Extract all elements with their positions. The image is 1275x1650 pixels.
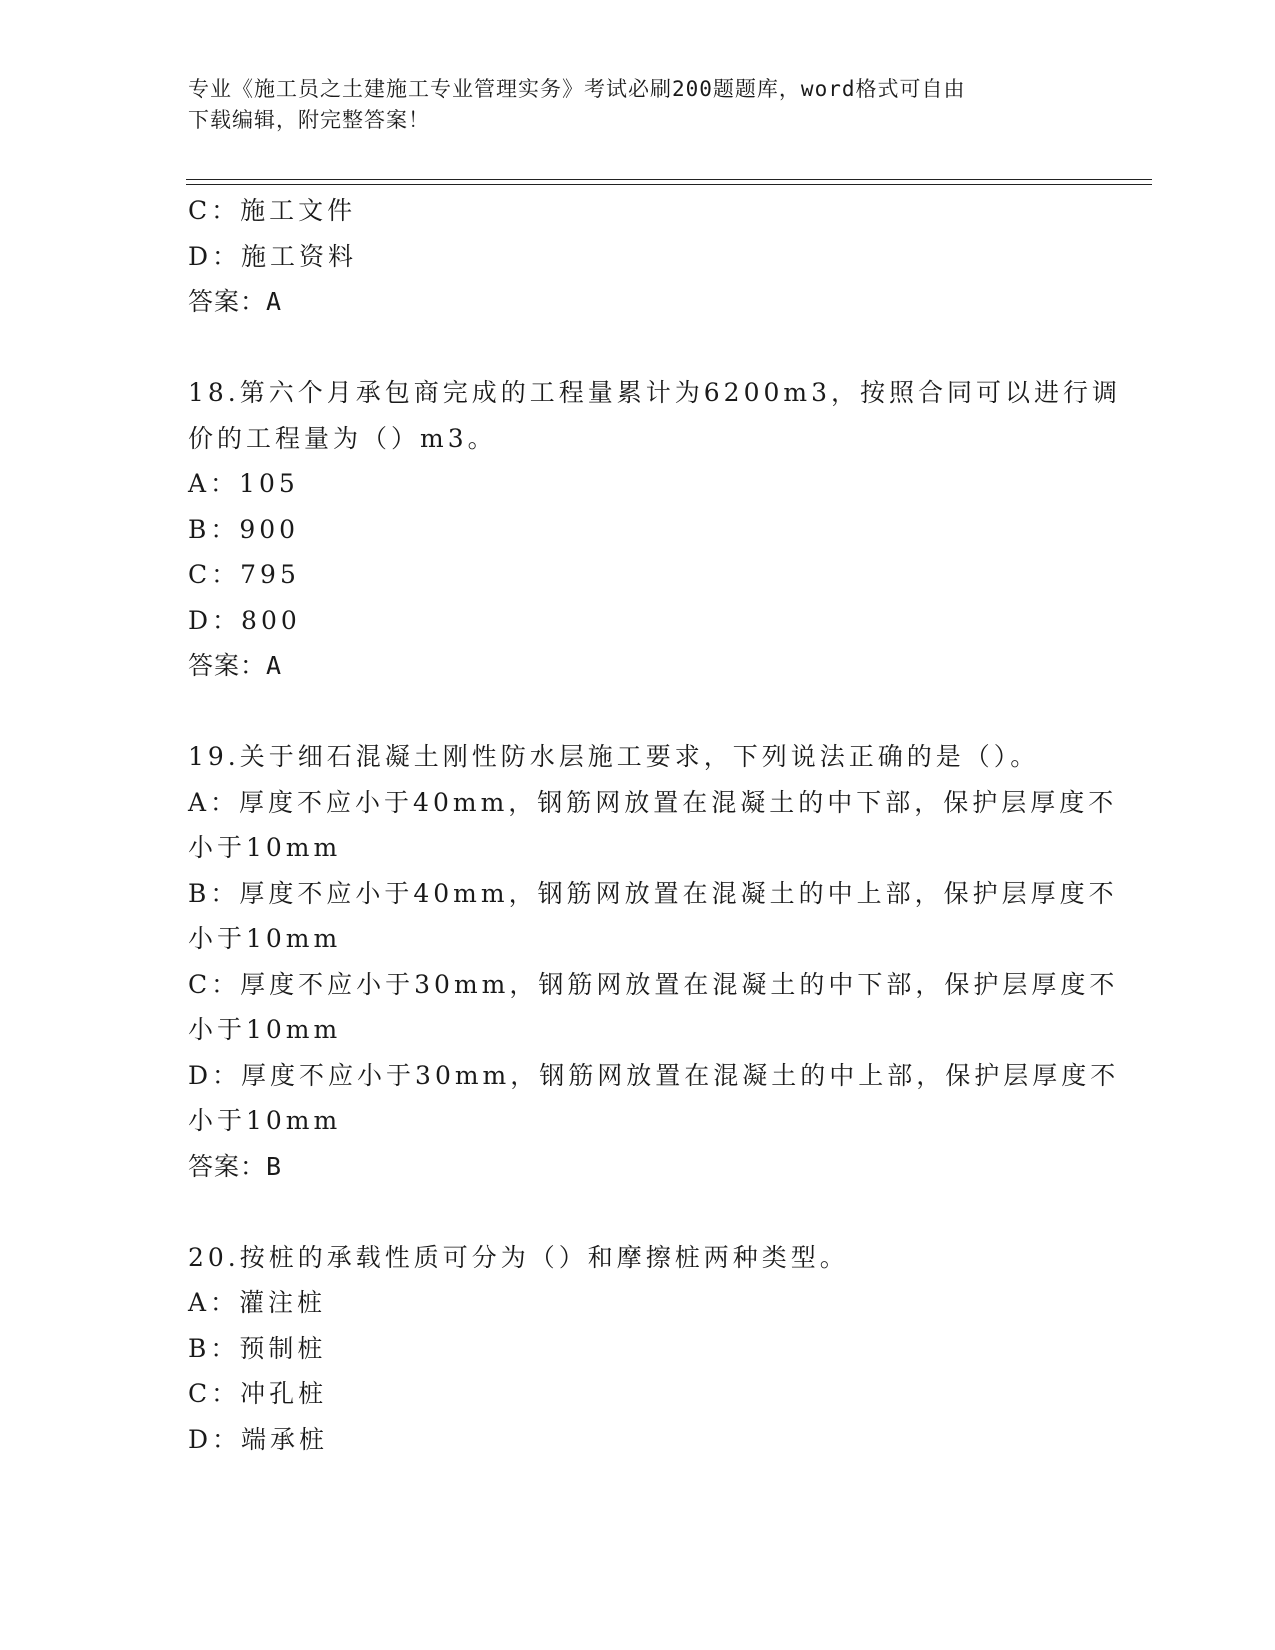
q19-option-c-line-2: 小于10mm (188, 1015, 342, 1044)
q20-option-c: C：冲孔桩 (188, 1379, 328, 1408)
document-header (188, 74, 1078, 136)
q18-option-d: D：800 (188, 605, 301, 635)
header-rule-top (186, 179, 1152, 180)
prev-option-c: C：施工文件 (188, 196, 357, 225)
prev-option-d: D：施工资料 (188, 241, 358, 271)
header-line-2: 下载编辑，附完整答案！ (188, 108, 430, 132)
q19-stem: 19.关于细石混凝土刚性防水层施工要求，下列说法正确的是（）。 (188, 742, 1040, 771)
q20-option-a: A：灌注桩 (188, 1288, 327, 1317)
q18-option-c: C：795 (188, 560, 300, 589)
q18-option-b: B：900 (188, 514, 300, 544)
q19-option-b-line-2: 小于10mm (188, 924, 342, 953)
q20-stem: 20.按桩的承载性质可分为（）和摩擦桩两种类型。 (188, 1242, 849, 1272)
q20-option-d: D：端承桩 (188, 1424, 329, 1454)
q19-option-c-line-1: C：厚度不应小于30mm，钢筋网放置在混凝土的中下部，保护层厚度不 (188, 969, 1119, 999)
q19-option-d-line-2: 小于10mm (188, 1106, 342, 1135)
q19-option-a-line-1: A：厚度不应小于40mm，钢筋网放置在混凝土的中下部，保护层厚度不 (188, 787, 1118, 817)
q19-option-b-line-1: B：厚度不应小于40mm，钢筋网放置在混凝土的中上部，保护层厚度不 (188, 878, 1118, 908)
q20-option-b: B：预制桩 (188, 1333, 327, 1363)
spacer (188, 689, 1088, 735)
question-content (188, 188, 1121, 1462)
q19-option-d-line-1: D：厚度不应小于30mm，钢筋网放置在混凝土的中上部，保护层厚度不 (188, 1060, 1120, 1090)
q19-answer: 答案：B (188, 1151, 283, 1181)
spacer (188, 1189, 1088, 1235)
prev-answer: 答案：A (188, 287, 283, 316)
spacer (188, 325, 1088, 371)
header-rule-bottom (186, 184, 1152, 185)
q18-option-a: A：105 (188, 469, 299, 498)
q18-stem-line-2: 价的工程量为（）m3。 (188, 423, 497, 453)
q18-answer: 答案：A (188, 651, 283, 680)
q19-option-a-line-2: 小于10mm (188, 833, 342, 862)
q18-stem-line-1: 18.第六个月承包商完成的工程量累计为6200m3，按照合同可以进行调 (188, 378, 1121, 407)
header-line-1: 专业《施工员之土建施工专业管理实务》考试必刷200题题库，word格式可自由 (188, 77, 966, 101)
